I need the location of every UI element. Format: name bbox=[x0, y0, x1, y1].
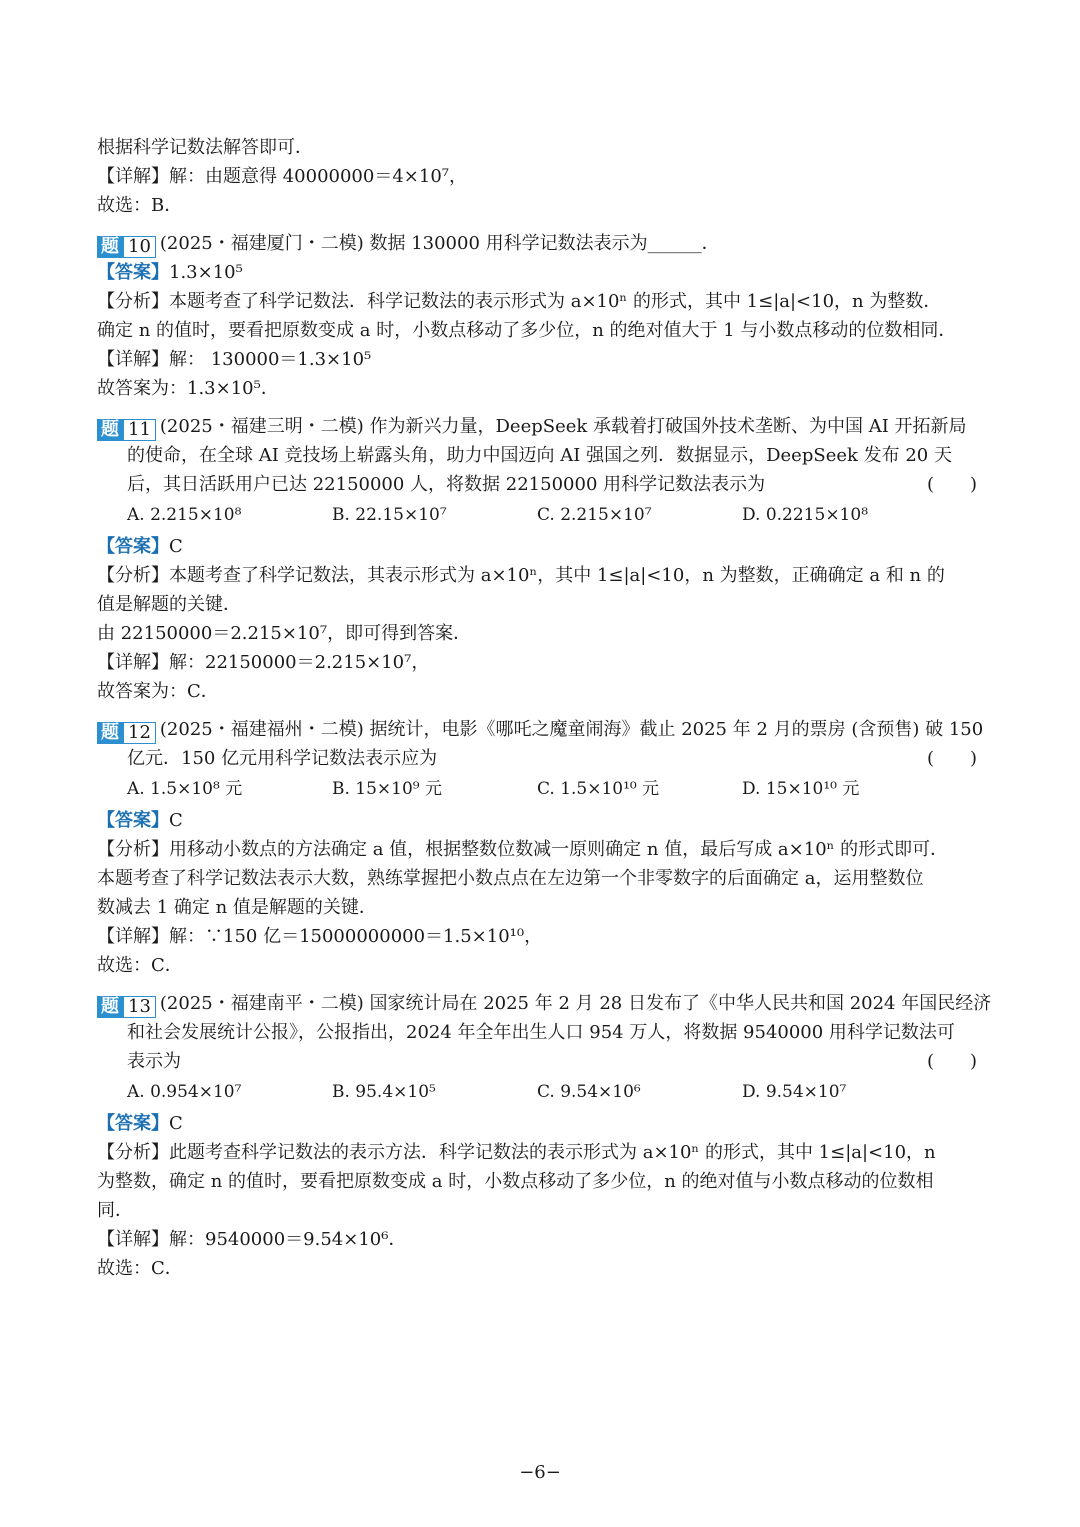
q10-detail-line bbox=[97, 345, 987, 374]
q13-analysis-line-1 bbox=[97, 1138, 987, 1167]
q12-stem-2: 亿元．150 亿元用科学记数法表示应为 bbox=[127, 748, 438, 769]
q13-analysis-1: 此题考查科学记数法的表示方法．科学记数法的表示形式为 a×10ⁿ 的形式，其中 1≤|a|<10，n bbox=[169, 1142, 936, 1163]
q12-options bbox=[97, 773, 987, 806]
q10-badge bbox=[97, 236, 156, 258]
question-number: 12 bbox=[123, 722, 156, 744]
q10-answer: 1.3×10⁵ bbox=[169, 262, 243, 283]
option-c: C. 1.5×10¹⁰ 元 bbox=[537, 779, 660, 799]
answer-tag: 【答案】 bbox=[97, 810, 169, 831]
q12-detail: 解：∵150 亿＝15000000000＝1.5×10¹⁰， bbox=[169, 926, 543, 947]
question-label: 题 bbox=[97, 236, 123, 258]
q11-stem-line-1 bbox=[97, 412, 987, 441]
analysis-tag: 【分析】 bbox=[97, 291, 169, 312]
q13-stem-line-3 bbox=[97, 1047, 987, 1076]
option-a: A. 0.954×10⁷ bbox=[127, 1082, 242, 1102]
option-a: A. 2.215×10⁸ bbox=[127, 505, 242, 525]
q12-answer: C bbox=[169, 810, 183, 831]
q11-answer: C bbox=[169, 536, 183, 557]
q11-analysis-line-1 bbox=[97, 561, 987, 590]
answer-blank: ( ) bbox=[926, 748, 977, 769]
detail-tag: 【详解】 bbox=[97, 349, 169, 370]
q11-analysis-1: 本题考查了科学记数法，其表示形式为 a×10ⁿ，其中 1≤|a|<10，n 为整数，正确确定 a 和 n 的 bbox=[169, 565, 945, 586]
q12-stem-line-1 bbox=[97, 715, 987, 744]
q13-badge bbox=[97, 996, 156, 1018]
answer-tag: 【答案】 bbox=[97, 536, 169, 557]
detail-tag: 【详解】 bbox=[97, 926, 169, 947]
option-c: C. 2.215×10⁷ bbox=[537, 505, 652, 525]
detail-tag: 【详解】 bbox=[97, 1229, 169, 1250]
q13-answer: C bbox=[169, 1113, 183, 1134]
detail-tag: 【详解】 bbox=[97, 166, 169, 187]
q11-conclusion: 故答案为：C． bbox=[97, 681, 219, 702]
prev-analysis-line: 根据科学记数法解答即可． bbox=[97, 137, 313, 158]
option-d: D. 15×10¹⁰ 元 bbox=[742, 779, 860, 799]
q11-stem-line-3 bbox=[97, 470, 987, 499]
q12-stem-1: (2025・福建福州・二模) 据统计，电影《哪吒之魔童闹海》截止 2025 年 2 月的票房 (含预售) 破 150 bbox=[159, 719, 984, 740]
detail-text: 解：由题意得 40000000＝4×10⁷， bbox=[169, 166, 467, 187]
q13-stem-line-2: 和社会发展统计公报》，公报指出，2024 年全年出生人口 954 万人，将数据 9540000 用科学记数法可 bbox=[127, 1022, 955, 1043]
option-d: D. 9.54×10⁷ bbox=[742, 1082, 847, 1102]
q10-conclusion: 故答案为：1.3×10⁵． bbox=[97, 378, 279, 399]
q11-detail: 解：22150000＝2.215×10⁷， bbox=[169, 652, 430, 673]
question-label: 题 bbox=[97, 996, 123, 1018]
q13-answer-line bbox=[97, 1109, 987, 1138]
q12-stem-line-2 bbox=[97, 744, 987, 773]
prev-detail-line bbox=[97, 162, 987, 191]
q13-analysis-line-2: 为整数，确定 n 的值时，要看把原数变成 a 时，小数点移动了多少位，n 的绝对值与小数点移动的位数相 bbox=[97, 1171, 934, 1192]
q13-stem-1: (2025・福建南平・二模) 国家统计局在 2025 年 2 月 28 日发布了《中华人民共和国 2024 年国民经济 bbox=[159, 993, 992, 1014]
q10-stem: (2025・福建厦门・二模) 数据 130000 用科学记数法表示为______． bbox=[159, 233, 720, 254]
prev-conclusion: 故选：B． bbox=[97, 195, 183, 216]
q13-stem-line-1 bbox=[97, 989, 992, 1018]
q10-analysis-line-1 bbox=[97, 287, 987, 316]
answer-blank: ( ) bbox=[926, 474, 977, 495]
analysis-tag: 【分析】 bbox=[97, 1142, 169, 1163]
q11-options bbox=[97, 499, 987, 532]
answer-tag: 【答案】 bbox=[97, 1113, 169, 1134]
question-number: 11 bbox=[123, 419, 156, 441]
option-b: B. 95.4×10⁵ bbox=[332, 1082, 436, 1102]
option-b: B. 15×10⁹ 元 bbox=[332, 779, 443, 799]
answer-blank: ( ) bbox=[926, 1051, 977, 1072]
q13-conclusion: 故选：C． bbox=[97, 1258, 183, 1279]
q10-answer-line bbox=[97, 258, 987, 287]
option-b: B. 22.15×10⁷ bbox=[332, 505, 447, 525]
page-number: −6− bbox=[519, 1462, 561, 1483]
analysis-tag: 【分析】 bbox=[97, 839, 169, 860]
q11-stem-1: (2025・福建三明・二模) 作为新兴力量，DeepSeek 承载着打破国外技术垄断、为中国 AI 开拓新局 bbox=[159, 416, 967, 437]
page-content bbox=[97, 133, 992, 1283]
q11-analysis-line-3: 由 22150000＝2.215×10⁷，即可得到答案． bbox=[97, 623, 472, 644]
q13-stem-3: 表示为 bbox=[127, 1051, 181, 1072]
q11-stem-3: 后，其日活跃用户已达 22150000 人，将数据 22150000 用科学记数法表示为 bbox=[127, 474, 766, 495]
option-a: A. 1.5×10⁸ 元 bbox=[127, 779, 243, 799]
q11-answer-line bbox=[97, 532, 987, 561]
q11-detail-line bbox=[97, 648, 987, 677]
option-d: D. 0.2215×10⁸ bbox=[742, 505, 869, 525]
q13-detail-line bbox=[97, 1225, 987, 1254]
q12-analysis-1: 用移动小数点的方法确定 a 值，根据整数位数减一原则确定 n 值，最后写成 a×10ⁿ 的形式即可． bbox=[169, 839, 949, 860]
analysis-tag: 【分析】 bbox=[97, 565, 169, 586]
q11-badge bbox=[97, 419, 156, 441]
option-c: C. 9.54×10⁶ bbox=[537, 1082, 641, 1102]
detail-tag: 【详解】 bbox=[97, 652, 169, 673]
question-number: 13 bbox=[123, 996, 156, 1018]
q11-analysis-line-2: 值是解题的关键． bbox=[97, 594, 241, 615]
q10-analysis-line-2: 确定 n 的值时，要看把原数变成 a 时，小数点移动了多少位，n 的绝对值大于 1 与小数点移动的位数相同． bbox=[97, 320, 957, 341]
q12-answer-line bbox=[97, 806, 987, 835]
question-label: 题 bbox=[97, 722, 123, 744]
q13-options bbox=[97, 1076, 987, 1109]
q12-analysis-line-3: 数减去 1 确定 n 值是解题的关键． bbox=[97, 897, 377, 918]
q12-analysis-line-1 bbox=[97, 835, 987, 864]
answer-tag: 【答案】 bbox=[97, 262, 169, 283]
q12-conclusion: 故选：C． bbox=[97, 955, 183, 976]
q10-detail: 解： 130000＝1.3×10⁵ bbox=[169, 349, 372, 370]
q12-detail-line bbox=[97, 922, 987, 951]
question-label: 题 bbox=[97, 419, 123, 441]
q13-analysis-line-3: 同． bbox=[97, 1200, 133, 1221]
q12-analysis-line-2: 本题考查了科学记数法表示大数，熟练掌握把小数点点在左边第一个非零数字的后面确定 a，运用整数位 bbox=[97, 868, 924, 889]
question-number: 10 bbox=[123, 236, 156, 258]
q11-stem-line-2: 的使命，在全球 AI 竞技场上崭露头角，助力中国迈向 AI 强国之列．数据显示，DeepSeek 发布 20 天 bbox=[127, 445, 952, 466]
q10-analysis-1: 本题考查了科学记数法．科学记数法的表示形式为 a×10ⁿ 的形式，其中 1≤|a|<10，n 为整数． bbox=[169, 291, 942, 312]
q12-badge bbox=[97, 722, 156, 744]
q10-stem-line bbox=[97, 229, 987, 258]
q13-detail: 解：9540000＝9.54×10⁶． bbox=[169, 1229, 407, 1250]
